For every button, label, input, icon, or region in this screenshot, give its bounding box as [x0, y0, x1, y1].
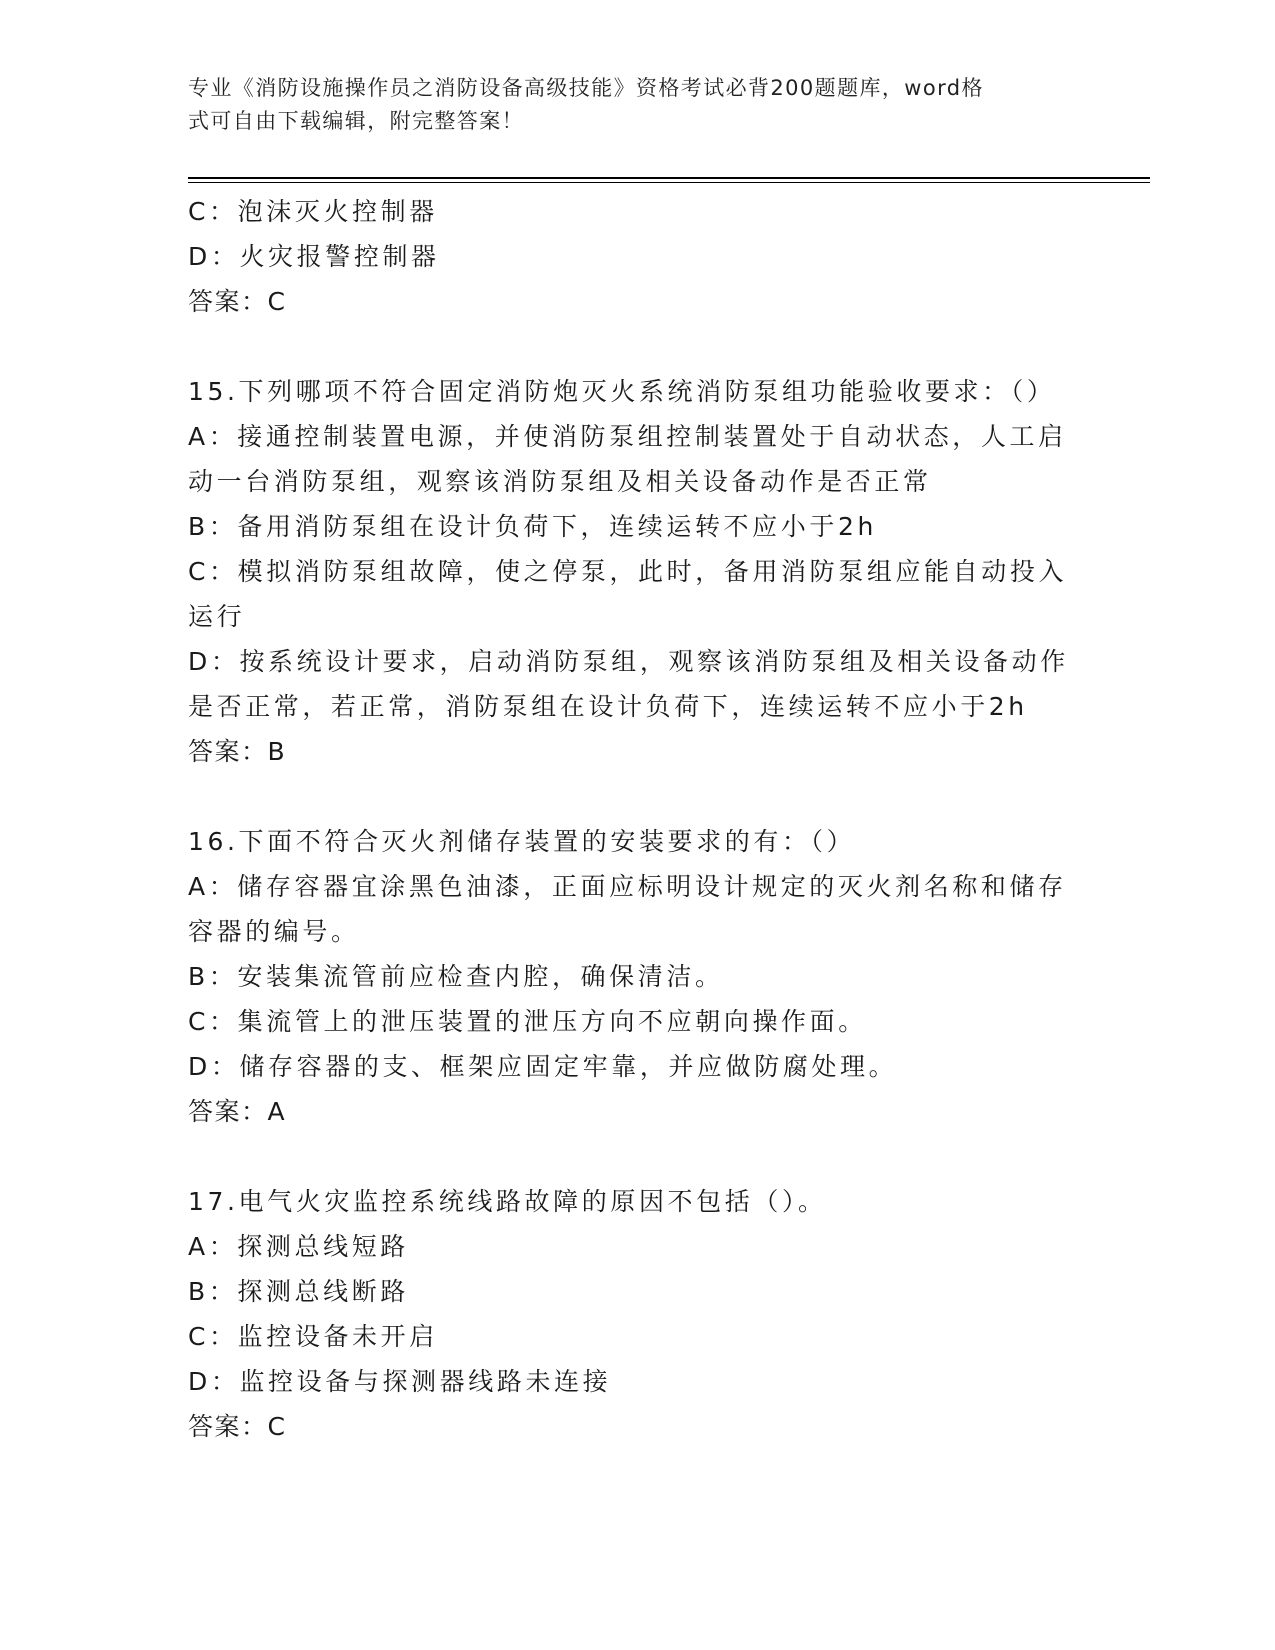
option-c: C：监控设备未开启 — [188, 1322, 438, 1351]
header-divider-thin — [188, 182, 1150, 183]
option-d: D：火灾报警控制器 — [188, 242, 440, 271]
question-block-16 — [188, 819, 1088, 1134]
option-b: B：备用消防泵组在设计负荷下，连续运转不应小于2h — [188, 512, 877, 541]
question-stem: 17.电气火灾监控系统线路故障的原因不包括（）。 — [188, 1187, 827, 1216]
option-c: C：泡沫灭火控制器 — [188, 197, 438, 226]
option-d: D：监控设备与探测器线路未连接 — [188, 1367, 612, 1396]
option-b: B：安装集流管前应检查内腔，确保清洁。 — [188, 962, 724, 991]
option-a: A：储存容器宜涂黑色油漆，正面应标明设计规定的灭火剂名称和储存 — [188, 872, 1067, 901]
document-body — [188, 189, 1088, 1449]
option-b: B：探测总线断路 — [188, 1277, 409, 1306]
option-a: A：接通控制装置电源，并使消防泵组控制装置处于自动状态，人工启 — [188, 422, 1067, 451]
header-line-1: 专业《消防设施操作员之消防设备高级技能》资格考试必背200题题库，word格 — [188, 76, 984, 100]
option-c: C：模拟消防泵组故障，使之停泵，此时，备用消防泵组应能自动投入 — [188, 557, 1068, 586]
document-header — [188, 72, 1068, 138]
question-stem: 16.下面不符合灭火剂储存装置的安装要求的有：（） — [188, 827, 856, 856]
spacer — [188, 774, 1088, 819]
option-a-continued: 动一台消防泵组，观察该消防泵组及相关设备动作是否正常 — [188, 467, 932, 496]
answer-line: 答案：A — [188, 1097, 287, 1126]
header-divider-thick — [188, 177, 1150, 179]
option-a-continued: 容器的编号。 — [188, 917, 360, 946]
option-c-continued: 运行 — [188, 602, 246, 631]
option-d: D：储存容器的支、框架应固定牢靠，并应做防腐处理。 — [188, 1052, 898, 1081]
spacer — [188, 324, 1088, 369]
question-stem: 15.下列哪项不符合固定消防炮灭火系统消防泵组功能验收要求：（） — [188, 377, 1056, 406]
answer-line: 答案：C — [188, 1412, 287, 1441]
question-block-previous — [188, 189, 1088, 324]
header-line-2: 式可自由下载编辑，附完整答案！ — [188, 109, 524, 133]
option-d: D：按系统设计要求，启动消防泵组，观察该消防泵组及相关设备动作 — [188, 647, 1069, 676]
option-d-continued: 是否正常，若正常，消防泵组在设计负荷下，连续运转不应小于2h — [188, 692, 1028, 721]
spacer — [188, 1134, 1088, 1179]
answer-line: 答案：C — [188, 287, 287, 316]
question-block-15 — [188, 369, 1088, 774]
option-a: A：探测总线短路 — [188, 1232, 409, 1261]
option-c: C：集流管上的泄压装置的泄压方向不应朝向操作面。 — [188, 1007, 867, 1036]
question-block-17 — [188, 1179, 1088, 1449]
answer-line: 答案：B — [188, 737, 287, 766]
